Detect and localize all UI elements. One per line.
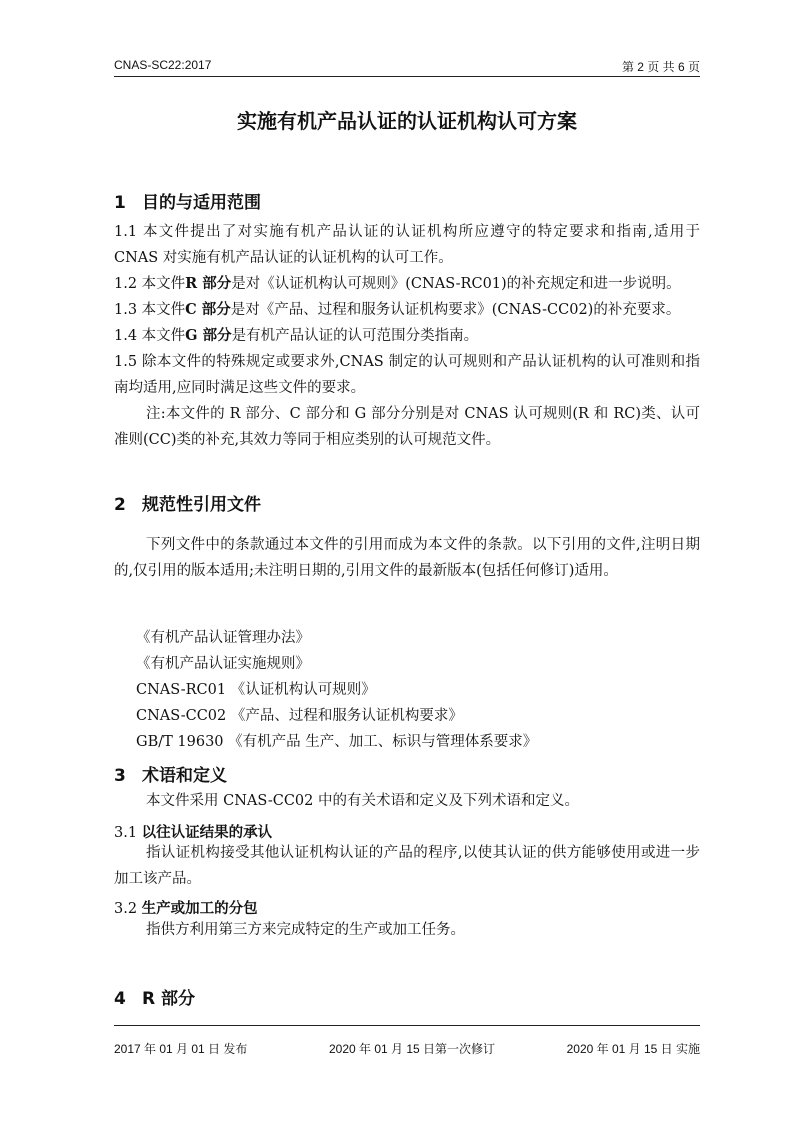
clause-text: 是对《认证机构认可规则》(CNAS-RC01)的补充规定和进一步说明。 (231, 276, 681, 292)
section-title: R 部分 (142, 989, 196, 1009)
reference-item: CNAS-CC02 《产品、过程和服务认证机构要求》 (136, 708, 463, 724)
section-number: 1 (114, 193, 126, 213)
section-title: 规范性引用文件 (142, 495, 261, 515)
effective-date: 2020 年 01 月 15 日 实施 (566, 1042, 700, 1056)
clause-text: 是对《产品、过程和服务认证机构要求》(CNAS-CC02)的补充要求。 (230, 302, 681, 318)
term-title: 生产或加工的分包 (141, 901, 258, 917)
section-2-heading (114, 490, 261, 515)
clause-text: 1.2 本文件 (114, 276, 186, 292)
section-title: 目的与适用范围 (142, 193, 261, 213)
section-3-heading (114, 761, 227, 786)
reference-item: 《有机产品认证管理办法》 (136, 630, 310, 646)
issue-date: 2017 年 01 月 01 日 发布 (114, 1042, 248, 1056)
revision-date: 2020 年 01 月 15 日第一次修订 (329, 1042, 496, 1056)
section-4-heading (114, 984, 195, 1009)
clause-bold: C 部分 (185, 301, 231, 318)
reference-item: CNAS-RC01 《认证机构认可规则》 (136, 682, 376, 698)
section-number: 4 (114, 989, 126, 1009)
clause-1-4 (114, 323, 700, 349)
note: 注:本文件的 R 部分、C 部分和 G 部分分别是对 CNAS 认可规则(R 和 RC)类、认可准则(CC)类的补充,其效力等同于相应类别的认可规范文件。 (114, 406, 700, 448)
doc-id: CNAS-SC22:2017 (114, 58, 212, 72)
references-intro: 下列文件中的条款通过本文件的引用而成为本文件的条款。以下引用的文件,注明日期的,仅引用的版本适用;未注明日期的,引用文件的最新版本(包括任何修订)适用。 (114, 537, 700, 579)
section-number: 3 (114, 766, 126, 786)
page-footer (114, 1025, 700, 1056)
reference-item: GB/T 19630 《有机产品 生产、加工、标识与管理体系要求》 (136, 734, 538, 750)
section-title: 术语和定义 (142, 766, 227, 786)
page-number: 第 2 页 共 6 页 (621, 60, 700, 74)
section-number: 2 (114, 495, 126, 515)
clause-1-5: 1.5 除本文件的特殊规定或要求外,CNAS 制定的认可规则和产品认证机构的认可准则和指南均适用,应同时满足这些文件的要求。 (114, 354, 700, 396)
section-1-heading (114, 188, 261, 213)
page-header (114, 56, 700, 77)
clause-text: 是有机产品认证的认可范围分类指南。 (231, 328, 479, 344)
term-3-1-definition: 指认证机构接受其他认证机构认证的产品的程序,以使其认证的供方能够使用或进一步加工该产品。 (114, 845, 700, 887)
term-3-2-heading (114, 897, 258, 918)
clause-bold: R 部分 (185, 275, 232, 292)
term-number: 3.1 (114, 825, 138, 841)
term-number: 3.2 (114, 901, 138, 917)
clause-1-2 (114, 271, 700, 297)
terms-intro: 本文件采用 CNAS-CC02 中的有关术语和定义及下列术语和定义。 (146, 793, 579, 809)
term-3-2-definition: 指供方利用第三方来完成特定的生产或加工任务。 (146, 922, 465, 938)
clause-text: 1.3 本文件 (114, 302, 186, 318)
term-3-1-heading (114, 821, 272, 842)
reference-item: 《有机产品认证实施规则》 (136, 656, 310, 672)
term-title: 以往认证结果的承认 (141, 825, 273, 841)
clause-1-3 (114, 297, 700, 323)
clause-text: 1.4 本文件 (114, 328, 186, 344)
clause-1-1: 1.1 本文件提出了对实施有机产品认证的认证机构所应遵守的特定要求和指南,适用于 CNAS 对实施有机产品认证的认证机构的认可工作。 (114, 224, 700, 266)
clause-bold: G 部分 (185, 327, 232, 344)
document-title: 实施有机产品认证的认证机构认可方案 (237, 109, 577, 133)
